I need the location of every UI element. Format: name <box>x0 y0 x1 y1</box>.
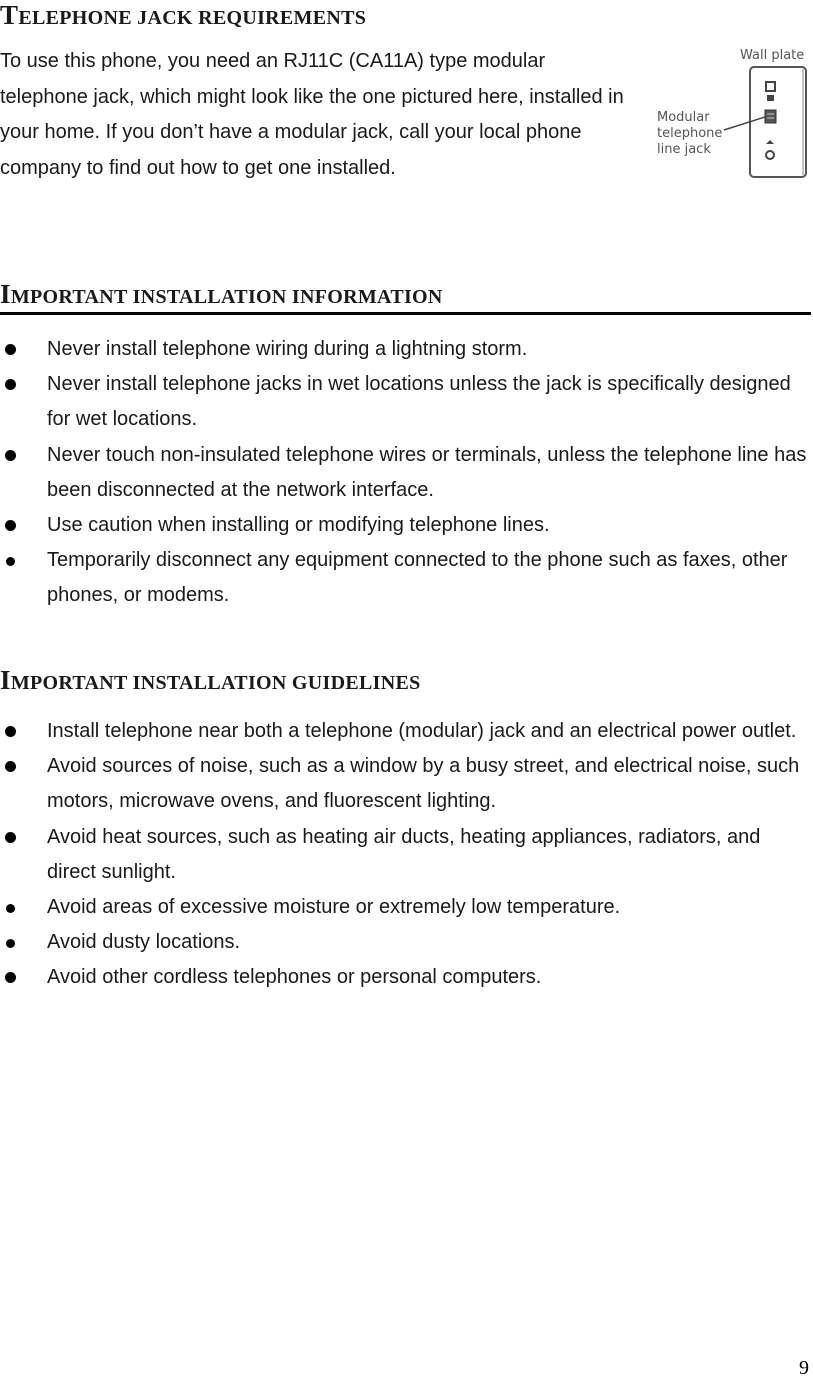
bullet-icon <box>6 939 15 948</box>
list-item: Avoid areas of excessive moisture or extremely low temperature. <box>0 890 813 925</box>
list-item: Temporarily disconnect any equipment connected to the phone such as faxes, other phones, or modems. <box>0 543 813 613</box>
list-item: Install telephone near both a telephone (modular) jack and an electrical power outlet. <box>0 714 813 749</box>
installation-guidelines-list <box>0 714 813 996</box>
bullet-icon <box>5 520 16 531</box>
jack-label-line-1: Modular <box>657 110 710 125</box>
list-item: Avoid dusty locations. <box>0 925 813 960</box>
section-heading-installation-information: IMPORTANT INSTALLATION INFORMATION <box>0 279 811 315</box>
section-heading-installation-guidelines: IMPORTANT INSTALLATION GUIDELINES <box>0 665 421 695</box>
list-item: Never install telephone wiring during a lightning storm. <box>0 332 813 367</box>
jack-label-line-3: line jack <box>657 142 711 157</box>
bullet-icon <box>5 972 16 983</box>
modular-jack-icon <box>765 110 776 123</box>
list-item: Avoid sources of noise, such as a window by a busy street, and electrical noise, such motors, microwave ovens, and fluorescent lighting. <box>0 749 813 819</box>
bullet-icon <box>5 832 16 843</box>
bullet-icon <box>6 557 15 566</box>
list-item: Avoid other cordless telephones or personal computers. <box>0 960 813 995</box>
bullet-icon <box>6 904 15 913</box>
wall-plate-outline <box>750 67 806 177</box>
bullet-icon <box>5 450 16 461</box>
list-item: Never install telephone jacks in wet locations unless the jack is specifically designed for wet locations. <box>0 367 813 437</box>
wall-plate-drawing <box>652 40 812 180</box>
wall-plate-figure <box>652 40 812 180</box>
section-heading-jack-requirements: TELEPHONE JACK REQUIREMENTS <box>0 0 367 30</box>
bullet-icon <box>5 726 16 737</box>
installation-information-list <box>0 332 813 614</box>
intro-paragraph: To use this phone, you need an RJ11C (CA11A) type modular telephone jack, which might look like the one pictured here, installed in your home. If you don’t have a modular jack, call your local phone company to find out how to get one installed. <box>0 50 624 179</box>
list-item: Use caution when installing or modifying telephone lines. <box>0 508 813 543</box>
bullet-icon <box>5 761 16 772</box>
bullet-icon <box>5 344 16 355</box>
wall-plate-label: Wall plate <box>740 48 805 63</box>
list-item: Never touch non-insulated telephone wires or terminals, unless the telephone line has been disconnected at the network interface. <box>0 438 813 508</box>
bullet-icon <box>5 379 16 390</box>
page-number: 9 <box>799 1357 809 1379</box>
list-item: Avoid heat sources, such as heating air ducts, heating appliances, radiators, and direct sunlight. <box>0 820 813 890</box>
jack-label-line-2: telephone <box>657 126 723 141</box>
